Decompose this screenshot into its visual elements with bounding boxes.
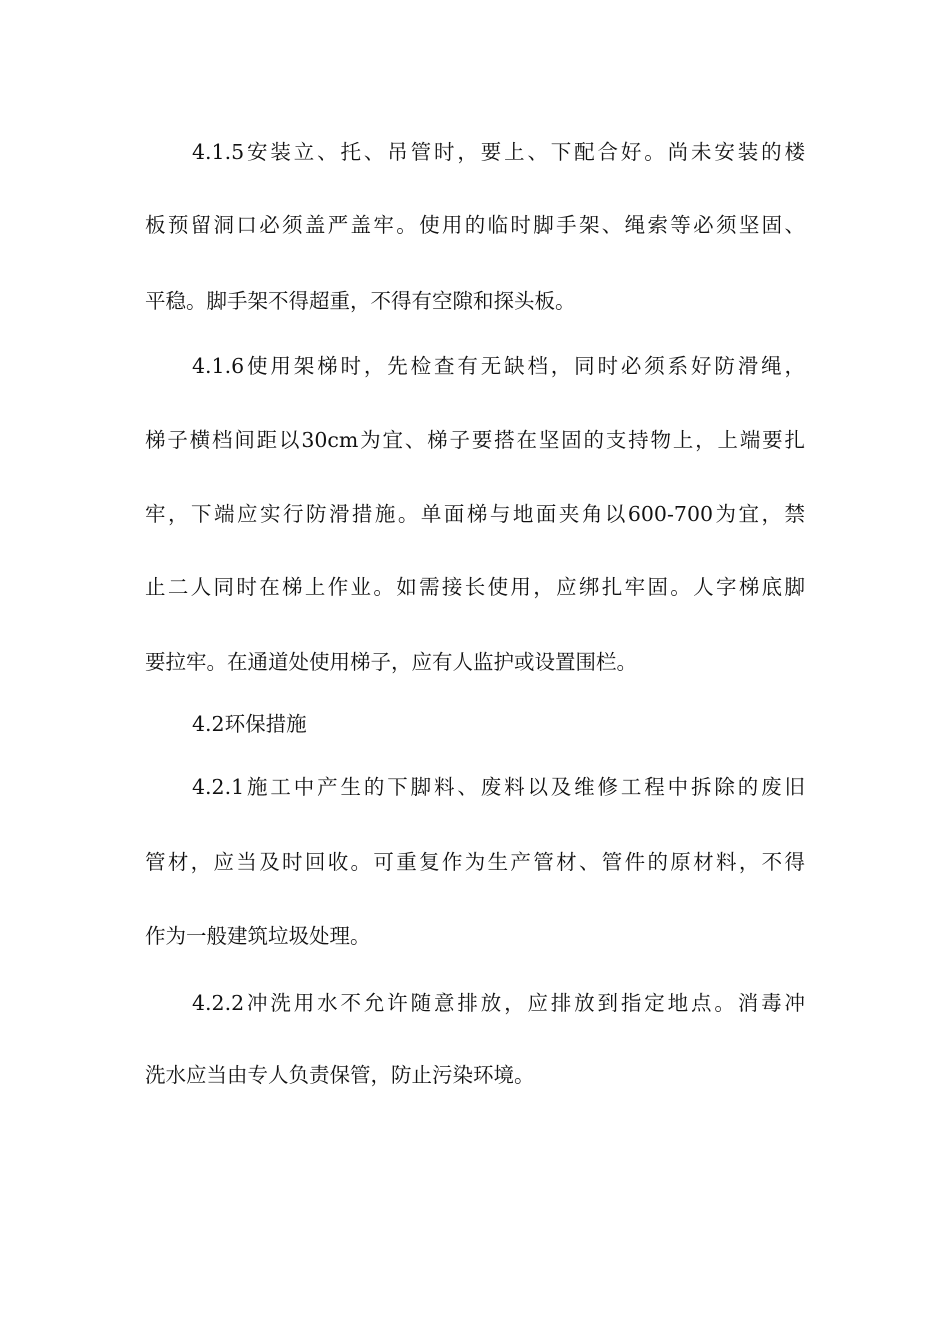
paragraph-4-1-6-line-2: 梯子横档间距以30cm为宜、梯子要搭在坚固的支持物上，上端要扎 — [145, 428, 805, 452]
paragraph-4-1-6-line-4: 止二人同时在梯上作业。如需接长使用，应绑扎牢固。人字梯底脚 — [145, 575, 805, 599]
section-heading-4-2: 4.2环保措施 — [192, 712, 307, 736]
paragraph-4-1-6-line-5: 要拉牢。在通道处使用梯子，应有人监护或设置围栏。 — [145, 650, 637, 674]
paragraph-4-1-5-line-1: 4.1.5安装立、托、吊管时，要上、下配合好。尚未安装的楼 — [192, 140, 805, 164]
paragraph-4-2-1-line-1: 4.2.1施工中产生的下脚料、废料以及维修工程中拆除的废旧 — [192, 775, 805, 799]
paragraph-4-2-1-line-2: 管材，应当及时回收。可重复作为生产管材、管件的原材料，不得 — [145, 850, 805, 874]
paragraph-4-2-2-line-2: 洗水应当由专人负责保管，防止污染环境。 — [145, 1063, 535, 1087]
paragraph-4-1-5-line-3: 平稳。脚手架不得超重，不得有空隙和探头板。 — [145, 289, 576, 313]
paragraph-4-2-1-line-3: 作为一般建筑垃圾处理。 — [145, 924, 371, 948]
paragraph-4-1-6-line-3: 牢，下端应实行防滑措施。单面梯与地面夹角以600-700为宜，禁 — [145, 502, 805, 526]
paragraph-4-1-5-line-2: 板预留洞口必须盖严盖牢。使用的临时脚手架、绳索等必须坚固、 — [145, 213, 805, 237]
paragraph-4-2-2-line-1: 4.2.2冲洗用水不允许随意排放，应排放到指定地点。消毒冲 — [192, 991, 805, 1015]
paragraph-4-1-6-line-1: 4.1.6使用架梯时，先检查有无缺档，同时必须系好防滑绳， — [192, 354, 805, 378]
